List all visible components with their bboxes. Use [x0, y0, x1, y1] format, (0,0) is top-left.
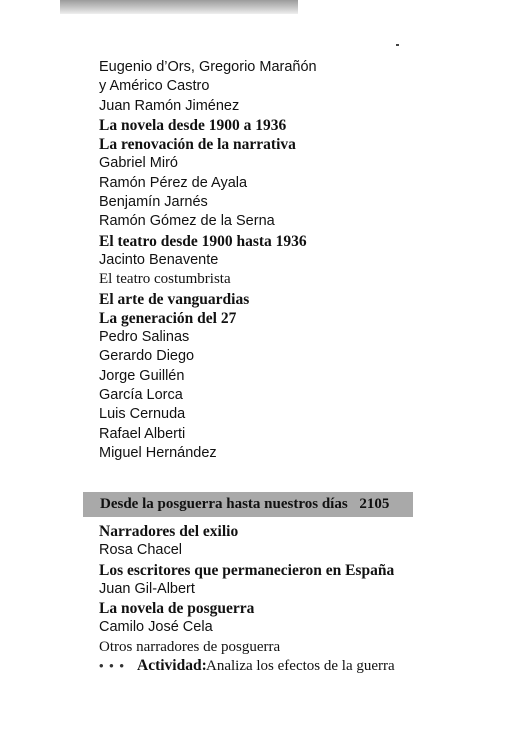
- activity-label: Actividad:: [137, 657, 207, 674]
- table-of-contents-part-1: [99, 58, 439, 463]
- toc-heading: La generación del 27: [99, 309, 237, 327]
- toc-entry: Luis Cernuda: [99, 406, 186, 423]
- toc-entry: Eugenio d’Ors, Gregorio Marañón: [99, 59, 317, 75]
- section-header-bar: [83, 492, 413, 517]
- toc-entry: Pedro Salinas: [99, 329, 190, 346]
- toc-entry: Miguel Hernández: [99, 444, 217, 461]
- toc-entry: Gerardo Diego: [99, 348, 195, 365]
- toc-heading: El teatro desde 1900 hasta 1936: [99, 232, 307, 250]
- toc-heading: La novela de posguerra: [99, 600, 255, 618]
- toc-entry: Rosa Chacel: [99, 542, 183, 559]
- toc-entry: El teatro costumbrista: [99, 271, 231, 288]
- toc-entry: Jorge Guillén: [99, 367, 185, 384]
- toc-entry: Rafael Alberti: [99, 425, 186, 442]
- toc-heading: Los escritores que permanecieron en España: [99, 561, 395, 579]
- toc-entry: Juan Gil-Albert: [99, 580, 195, 597]
- toc-entry: Jacinto Benavente: [99, 251, 219, 268]
- toc-entry: Benjamín Jarnés: [99, 194, 208, 211]
- toc-heading: La novela desde 1900 a 1936: [99, 116, 287, 134]
- toc-entry: Gabriel Miró: [99, 155, 178, 172]
- toc-heading: El arte de vanguardias: [99, 290, 250, 308]
- toc-entry: y Américo Castro: [99, 78, 210, 95]
- table-of-contents-part-2: [99, 522, 439, 657]
- toc-heading: Narradores del exilio: [99, 523, 239, 540]
- toc-heading: La renovación de la narrativa: [99, 136, 296, 154]
- scan-edge-shadow: [60, 0, 298, 14]
- toc-entry: Ramón Pérez de Ayala: [99, 174, 248, 191]
- section-page-number: 2105: [359, 496, 390, 512]
- scan-speck: [396, 44, 399, 46]
- toc-entry: Ramón Gómez de la Serna: [99, 213, 275, 230]
- toc-entry: Camilo José Cela: [99, 619, 213, 636]
- toc-entry: Juan Ramón Jiménez: [99, 97, 240, 114]
- activity-text: Analiza los efectos de la guerra: [206, 658, 395, 674]
- section-title: Desde la posguerra hasta nuestros días: [100, 496, 348, 512]
- activity-bullets-icon: • • •: [99, 658, 125, 673]
- toc-entry: Otros narradores de posguerra: [99, 638, 281, 655]
- toc-entry: García Lorca: [99, 387, 183, 404]
